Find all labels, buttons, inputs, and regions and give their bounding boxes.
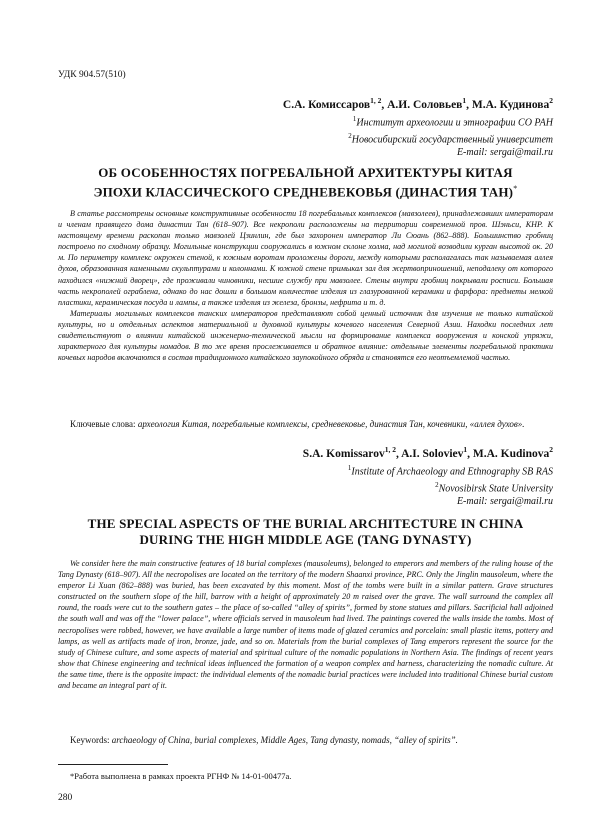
en-author-1: S.A. Komissarov$^{1, 2}$	[302, 445, 396, 460]
ru-author-3: М.А. Кудинова$^2$	[471, 96, 553, 111]
en-abstract	[58, 558, 553, 691]
en-authors: S.A. Komissarov$^{1, 2}$, A.I. Soloviev$^1$, M.A. Kudinova$^2$	[302, 445, 553, 460]
ru-affiliation-2: $^2$Новосибирский государственный университет	[348, 131, 553, 146]
ru-affiliation-1: $^1$Институт археологии и этнографии СО РАН	[352, 115, 553, 129]
ru-author-2: А.И. Соловьев$^1$	[387, 96, 467, 111]
ru-affiliations	[348, 113, 553, 159]
ru-title-line-1: ОБ ОСОБЕННОСТЯХ ПОГРЕБАЛЬНОЙ АРХИТЕКТУРЫ КИТАЯ	[98, 165, 513, 180]
ru-keywords-list: археология Китая, погребальные комплексы, средневековье, династия Тан, кочевники, «аллея духов».	[137, 419, 525, 429]
ru-abstract-paragraph-1: В статье рассмотрены основные конструктивные особенности 18 погребальных комплексов (мавзолеев), принадлежавших императорам и членам правящего дома династии Тан (618–907). Все некрополи расположены на территории современной пров. Шэньси, КНР. К настоящему времени раскопан только мавзолей Цзинлин, где был захоронен император Ли Сюань (862–888). Большинство гробниц построено по сходному образцу. Могильные конструкции сооружались в южном склоне холма, над могилой возводили курган высотой ок. 20 м. По периметру комплекс окружен стеной, к южным воротам проложены дороги, между которыми располагалась так называемая аллея духов, образованная каменными скульптурами и колоннами. К южной стене примыкал зал для жертвоприношений, неподалеку от которого находился «нижний дворец», где проживали чиновники, несшие службу при мавзолее. Стены внутри гробниц покрывали росписи. Большая часть некрополей ограблена, однако до нас дошли в большом количестве изделия из глазурованной керамики и фарфора: предметы мелкой пластики, керамическая посуда и лампы, а также изделия из железа, бронзы, нефрита и т. д.	[58, 209, 553, 307]
ru-author-1: С.А. Комиссаров$^{1, 2}$	[282, 96, 382, 111]
en-title	[58, 516, 553, 548]
paper-page	[58, 0, 553, 820]
ru-title-line-2: ЭПОХИ КЛАССИЧЕСКОГО СРЕДНЕВЕКОВЬЯ (ДИНАСТИЯ ТАН)*	[93, 184, 518, 200]
page-number: 280	[58, 793, 73, 803]
en-affiliation-1: $^1$Institute of Archaeology and Ethnography SB RAS	[347, 464, 553, 478]
ru-authors: С.А. Комиссаров$^{1, 2}$, А.И. Соловьев$^1$, М.А. Кудинова$^2$	[282, 96, 553, 111]
en-keywords-label: Keywords:	[70, 735, 110, 745]
en-keywords	[58, 735, 553, 747]
footnote: *Работа выполнена в рамках проекта РГНФ № 14-01-00477а.	[70, 771, 292, 781]
en-keywords-list: archaeology of China, burial complexes, Middle Ages, Tang dynasty, nomads, “alley of spirits”.	[111, 735, 458, 745]
en-affiliation-2: $^2$Novosibirsk State University	[435, 480, 553, 495]
ru-abstract	[58, 208, 553, 363]
en-author-3: M.A. Kudinova$^2$	[472, 445, 553, 460]
en-email: E-mail: sergai@mail.ru	[456, 495, 553, 507]
ru-title	[58, 165, 553, 200]
en-author-2: A.I. Soloviev$^1$	[401, 445, 468, 460]
footnote-divider	[58, 764, 168, 765]
en-affiliations	[348, 462, 553, 508]
en-abstract-paragraph: We consider here the main constructive features of 18 burial complexes (mausoleums), belonged to emperors and members of the ruling house of the Tang Dynasty (618–907). All the necropolises are located on the territory of the modern Shaanxi province, PRC. Only the Jinglin mausoleum, where the emperor Li Xuan (862–888) was buried, has been excavated by this moment. Most of the tombs were built in a similar pattern. Grave structures constructed on the southern slope of the hill, barrow with a height of approximately 20 m raised over the grave. The wall surround the complex all round, the roads were cut to the southern gates – the place of so-called “alley of spirits”, formed by stone statues and pillars. Sacrificial hall adjoined the south wall and was off the “lower palace”, where officials served in mausoleum had lived. The paintings covered the walls inside the tombs. Most of necropolises were robbed, however, we have available a large number of items made of glazed ceramics and porcelain: small plastic items, pottery and lamps, as well as artifacts made of iron, bronze, jade, and so on. Materials from the burial complexes of Tang emperors represent the source for the study of Chinese culture, and some aspects of material and spiritual culture of the nomadic populations in Northern Asia. The findings of recent years show that Chinese engineering and technical ideas influenced the formation of a weapon complex and harness, characterizing the nomadic culture. At the same time, there is the opposite impact: the individual elements of the nomadic burial practices were included into traditional Chinese burial custom and became an integral part of it.	[58, 559, 553, 691]
ru-email: E-mail: sergai@mail.ru	[456, 146, 553, 158]
en-title-line-2: DURING THE HIGH MIDDLE AGE (TANG DYNASTY)	[139, 532, 472, 547]
en-title-line-1: THE SPECIAL ASPECTS OF THE BURIAL ARCHITECTURE IN CHINA	[87, 516, 524, 531]
udk-code: УДК 904.57(510)	[58, 70, 126, 80]
ru-keywords	[58, 419, 553, 431]
ru-abstract-paragraph-2: Материалы могильных комплексов танских императоров представляют собой ценный источник для изучения не только китайской культуры, но и отдельных аспектов материальной и духовной культуры кочевого населения Северной Азии. Находки последних лет свидетельствуют о влиянии китайской инженерно-технической мысли на формирование комплекса вооружения и конской упряжи, характерного для культуры номадов. В то же время прослеживается и обратное влияние: отдельные элементы погребальной практики кочевых народов включаются в состав традиционного китайского заупокойного обряда и становятся его неотъемлемой частью.	[58, 308, 553, 363]
ru-keywords-label: Ключевые слова:	[70, 419, 136, 429]
